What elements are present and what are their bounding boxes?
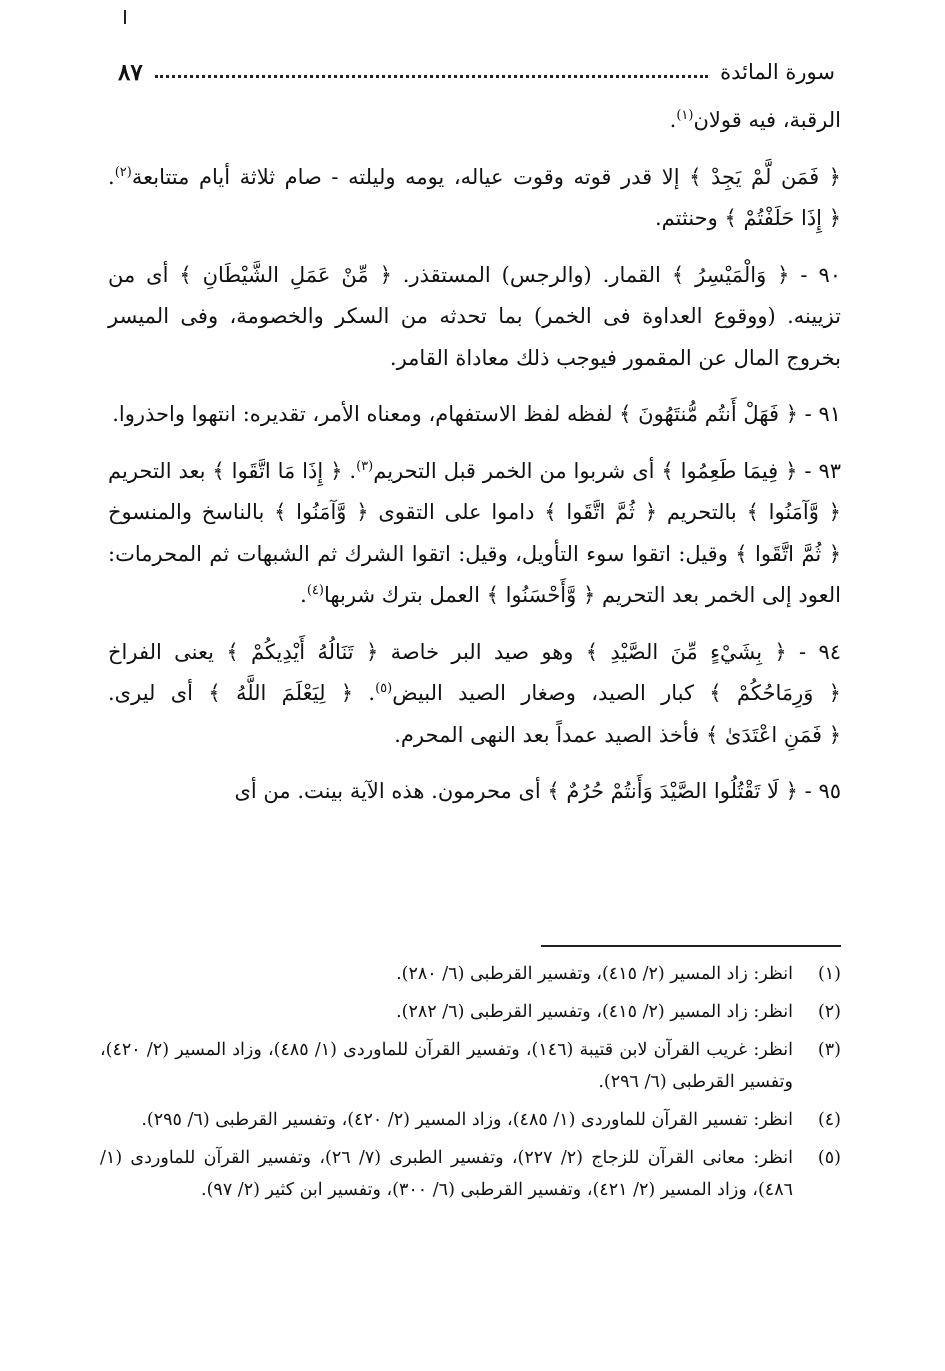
verse-number: ٩٣ - bbox=[797, 458, 841, 483]
verse-number: ٩٠ - bbox=[789, 262, 842, 287]
footnote-ref: (١) bbox=[676, 108, 694, 123]
surah-title: سورة المائدة bbox=[720, 60, 835, 84]
quran-quote: ﴿ تَنَالُهُ أَيْدِيكُمْ ﴾ bbox=[226, 639, 379, 664]
page-number: ٨٧ bbox=[118, 58, 143, 86]
text-run: . bbox=[108, 164, 115, 189]
text-run: وحنثتم. bbox=[655, 206, 725, 230]
text-run: وقيل: اتقوا سوء التأويل، وقيل: اتقوا الشرك ثم الشبهات ثم المحرمات: العود إلى الخمر بعد التحريم bbox=[108, 541, 841, 607]
paragraph bbox=[108, 451, 841, 617]
footnote-ref: (٣) bbox=[356, 458, 374, 474]
footnote-ref: (٤) bbox=[306, 583, 324, 598]
quran-quote: ﴿ وَّأَحْسَنُوا ﴾ bbox=[486, 583, 596, 607]
text-run: كبار الصيد، وصغار الصيد البيض bbox=[392, 681, 710, 705]
verse-number: ٩١ - bbox=[797, 402, 841, 426]
text-run: يعنى الفراخ bbox=[108, 639, 227, 664]
footnote-text: انظر: زاد المسير (٢/ ٤١٥)، وتفسير القرطبى (٦/ ٢٨٢). bbox=[396, 1002, 793, 1022]
paragraph bbox=[108, 255, 841, 380]
text-run: العمل بترك شربها bbox=[323, 583, 487, 607]
footnote-item bbox=[100, 958, 841, 990]
quran-quote: ﴿ وَالْمَيْسِرُ ﴾ bbox=[671, 262, 790, 287]
quran-quote: ﴿ إِذَا حَلَفْتُمْ ﴾ bbox=[724, 206, 841, 230]
verse-number: ٩٤ - bbox=[786, 639, 842, 664]
paragraph bbox=[108, 100, 841, 142]
text-run: أى من تزيينه. (ووقوع العداوة فى الخمر) بما تحدثه من السكر والخصومة، وفى الميسر بخروج المال عن المقمور فيوجب ذلك معاداة القامر. bbox=[108, 262, 841, 370]
paragraph bbox=[108, 632, 841, 757]
footnote-marker: (٥) bbox=[817, 1148, 841, 1168]
text-run: بالناسخ والمنسوخ bbox=[108, 500, 275, 524]
verse-number: ٩٥ - bbox=[797, 779, 841, 803]
text-run: لفظه لفظ الاستفهام، ومعناه الأمر، تقديره: انتهوا واحذروا. bbox=[112, 402, 620, 426]
footnote-separator bbox=[541, 945, 841, 947]
quran-quote: ﴿ مِّنْ عَمَلِ الشَّيْطَانِ ﴾ bbox=[179, 262, 392, 287]
main-text bbox=[108, 100, 841, 828]
quran-quote: ﴿ فِيمَا طَعِمُوا ﴾ bbox=[661, 458, 798, 483]
quran-quote: ﴿ ثُمَّ اتَّقَوا ﴾ bbox=[735, 541, 841, 566]
quran-quote: ﴿ فَهَلْ أَنتُم مُّنتَهُونَ ﴾ bbox=[619, 402, 798, 426]
text-run: داموا على التقوى bbox=[368, 500, 545, 524]
quran-quote: ﴿ ثُمَّ اتَّقَوا ﴾ bbox=[544, 500, 658, 524]
footnote-text: انظر: غريب القرآن لابن قتيبة (١٤٦)، وتفسير القرآن للماوردى (١/ ٤٨٥)، وزاد المسير (٢/ ٤٢٠)، وتفسير القرطبى (٦/ ٢٩٦). bbox=[100, 1040, 793, 1092]
footnote-text: انظر: معانى القرآن للزجاج (٢/ ٢٢٧)، وتفسير الطبرى (٧/ ٢٦)، وتفسير القرآن للماوردى (١/ ٤٨٦)، وزاد المسير (٢/ ٤٢١)، وتفسير القرطبى (٦/ ٣٠٠)، وتفسير ابن كثير (٢/ ٩٧). bbox=[100, 1148, 793, 1200]
paragraph bbox=[108, 157, 841, 240]
quran-quote: ﴿ بِشَيْءٍ مِّنَ الصَّيْدِ ﴾ bbox=[585, 639, 787, 664]
text-run: . bbox=[342, 458, 357, 483]
paragraph bbox=[108, 394, 841, 436]
footnote-item bbox=[100, 1034, 841, 1098]
paragraph bbox=[108, 771, 841, 813]
text-run: الرقبة، فيه قولان bbox=[693, 108, 841, 132]
quran-quote: ﴿ وَّآمَنُوا ﴾ bbox=[274, 500, 369, 524]
footnote-ref: (٢) bbox=[114, 164, 132, 180]
quran-quote: ﴿ وَرِمَاحُكُمْ ﴾ bbox=[709, 681, 841, 705]
text-run: القمار. (والرجس) المستقذر. bbox=[391, 262, 672, 287]
text-run: بعد التحريم bbox=[108, 458, 213, 483]
text-run: فأخذ الصيد عمداً بعد النهى المحرم. bbox=[394, 722, 707, 747]
running-header bbox=[118, 52, 835, 92]
quran-quote: ﴿ فَمَنِ اعْتَدَىٰ ﴾ bbox=[706, 722, 841, 747]
text-run: إلا قدر قوته وقوت عياله، يومه وليلته - صام ثلاثة أيام متتابعة bbox=[131, 164, 690, 189]
quran-quote: ﴿ وَّآمَنُوا ﴾ bbox=[746, 500, 841, 524]
footnote-marker: (٤) bbox=[817, 1110, 841, 1130]
text-run: وهو صيد البر خاصة bbox=[378, 639, 586, 664]
footnote-text: انظر: زاد المسير (٢/ ٤١٥)، وتفسير القرطبى (٦/ ٢٨٠). bbox=[396, 964, 793, 984]
quran-quote: ﴿ لَا تَقْتُلُوا الصَّيْدَ وَأَنتُمْ حُرُمٌ ﴾ bbox=[547, 779, 798, 803]
text-run: . bbox=[353, 681, 376, 705]
header-dotted-leader bbox=[155, 75, 708, 78]
footnotes bbox=[100, 958, 841, 1212]
text-run: . bbox=[669, 108, 677, 132]
footnote-marker: (١) bbox=[817, 964, 841, 984]
footnote-text: انظر: تفسير القرآن للماوردى (١/ ٤٨٥)، وزاد المسير (٢/ ٤٢٠)، وتفسير القرطبى (٦/ ٢٩٥). bbox=[141, 1110, 793, 1130]
scan-mark bbox=[124, 10, 126, 24]
quran-quote: ﴿ لِيَعْلَمَ اللَّهُ ﴾ bbox=[208, 681, 354, 705]
text-run: أى شربوا من الخمر قبل التحريم bbox=[373, 458, 662, 483]
footnote-item bbox=[100, 1142, 841, 1206]
quran-quote: ﴿ إِذَا مَا اتَّقَوا ﴾ bbox=[212, 458, 343, 483]
footnote-marker: (٢) bbox=[817, 1002, 841, 1022]
footnote-ref: (٥) bbox=[375, 681, 393, 696]
text-run: أى ليرى. bbox=[108, 681, 209, 705]
text-run: . bbox=[300, 583, 307, 607]
text-run: أى محرمون. هذه الآية بينت. من أى bbox=[234, 779, 548, 803]
quran-quote: ﴿ فَمَن لَّمْ يَجِدْ ﴾ bbox=[689, 164, 841, 189]
footnote-item bbox=[100, 996, 841, 1028]
footnote-item bbox=[100, 1104, 841, 1136]
footnote-marker: (٣) bbox=[817, 1040, 841, 1060]
text-run: بالتحريم bbox=[657, 500, 747, 524]
